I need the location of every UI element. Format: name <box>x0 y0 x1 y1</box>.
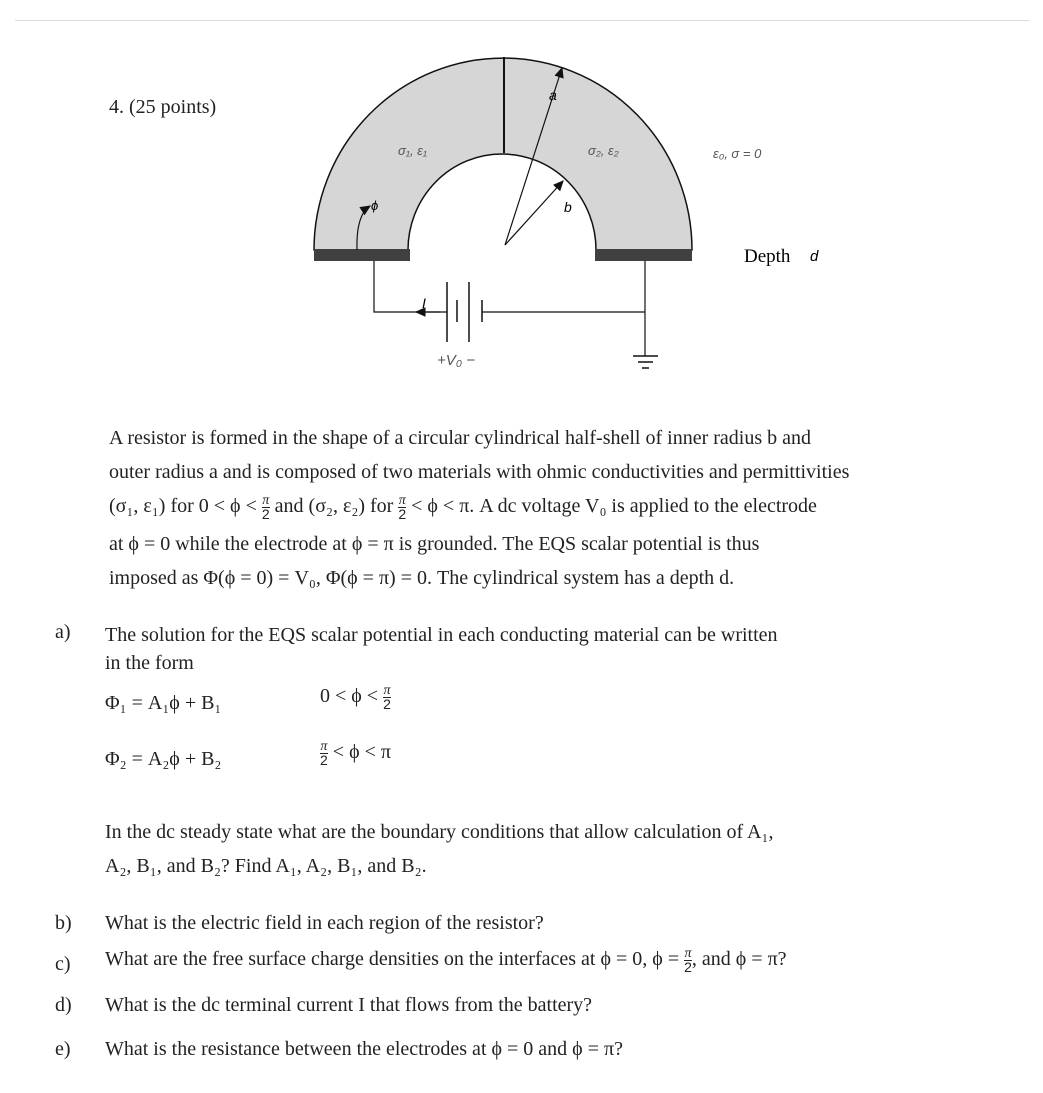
intro-line: at ϕ = 0 while the electrode at ϕ = π is grounded. The EQS scalar potential is thus <box>109 533 760 555</box>
part-e-label: e) <box>55 1038 71 1060</box>
electrode-left <box>314 249 410 261</box>
label-region2: σ₂, ε₂ <box>588 143 619 158</box>
label-outside: ε₀, σ = 0 <box>713 146 762 161</box>
equation-1: Φ₁ = A₁ϕ + B₁ <box>105 692 222 714</box>
part-a-label: a) <box>55 621 71 643</box>
label-b: b <box>564 199 572 215</box>
part-b-text: What is the electric field in each region of the resistor? <box>105 912 544 934</box>
resistor-diagram <box>0 0 1043 400</box>
equation-2: Φ₂ = A₂ϕ + B₂ <box>105 748 222 770</box>
part-d-text: What is the dc terminal current I that flows from the battery? <box>105 994 593 1016</box>
part-d-label: d) <box>55 994 72 1016</box>
ground-icon <box>633 356 658 368</box>
part-a-question: In the dc steady state what are the boundary conditions that allow calculation of A₁, A₂, B₁, and B₂? Find A₁, A₂, B₁, and B₂. <box>105 821 774 877</box>
part-c-label: c) <box>55 953 71 975</box>
range-1: 0 < ϕ < $\frac{\pi}{2}$ <box>320 683 391 712</box>
fraction-pi-over-2: $\frac{\pi}{2}$ <box>398 492 407 522</box>
label-phi: ϕ <box>371 198 379 213</box>
intro-line: A resistor is formed in the shape of a circular cylindrical half-shell of inner radius b and <box>109 427 811 449</box>
part-e-text: What is the resistance between the electrodes at ϕ = 0 and ϕ = π? <box>105 1038 623 1060</box>
label-a: a <box>549 87 557 103</box>
label-region1: σ₁, ε₁ <box>398 143 427 158</box>
part-a-text: The solution for the EQS scalar potential in each conducting material can be written in the form <box>105 624 778 674</box>
fraction-pi-over-2: $\frac{\pi}{2}$ <box>261 492 270 522</box>
intro-line: imposed as Φ(ϕ = 0) = V₀, Φ(ϕ = π) = 0. The cylindrical system has a depth d. <box>109 567 735 589</box>
range-2: $\frac{\pi}{2}$ < ϕ < π <box>320 739 391 768</box>
label-depth-var: d <box>810 248 819 265</box>
intro-paragraph <box>109 421 849 595</box>
intro-line: outer radius a and is composed of two materials with ohmic conductivities and permittivities <box>109 461 850 483</box>
label-depth: Depth <box>744 246 791 267</box>
radius-b-arrow <box>505 181 563 245</box>
part-b-label: b) <box>55 912 72 934</box>
part-c-text: What are the free surface charge densities on the interfaces at ϕ = 0, ϕ = $\frac{\pi}{2}$ , and ϕ = π? <box>105 946 787 975</box>
problem-number: 4. <box>109 96 124 118</box>
electrode-right <box>595 249 692 261</box>
wire-left <box>374 261 447 312</box>
intro-line: (σ₁, ε₁) for 0 < ϕ < $\frac{\pi}{2}$ and (σ₂, ε₂) for $\frac{\pi}{2}$ < ϕ < π. A dc voltage V₀ is applied to the electrode <box>109 492 817 522</box>
label-current: I <box>422 295 426 311</box>
label-voltage: +V₀ − <box>437 352 476 369</box>
problem-points: (25 points) <box>129 96 217 118</box>
